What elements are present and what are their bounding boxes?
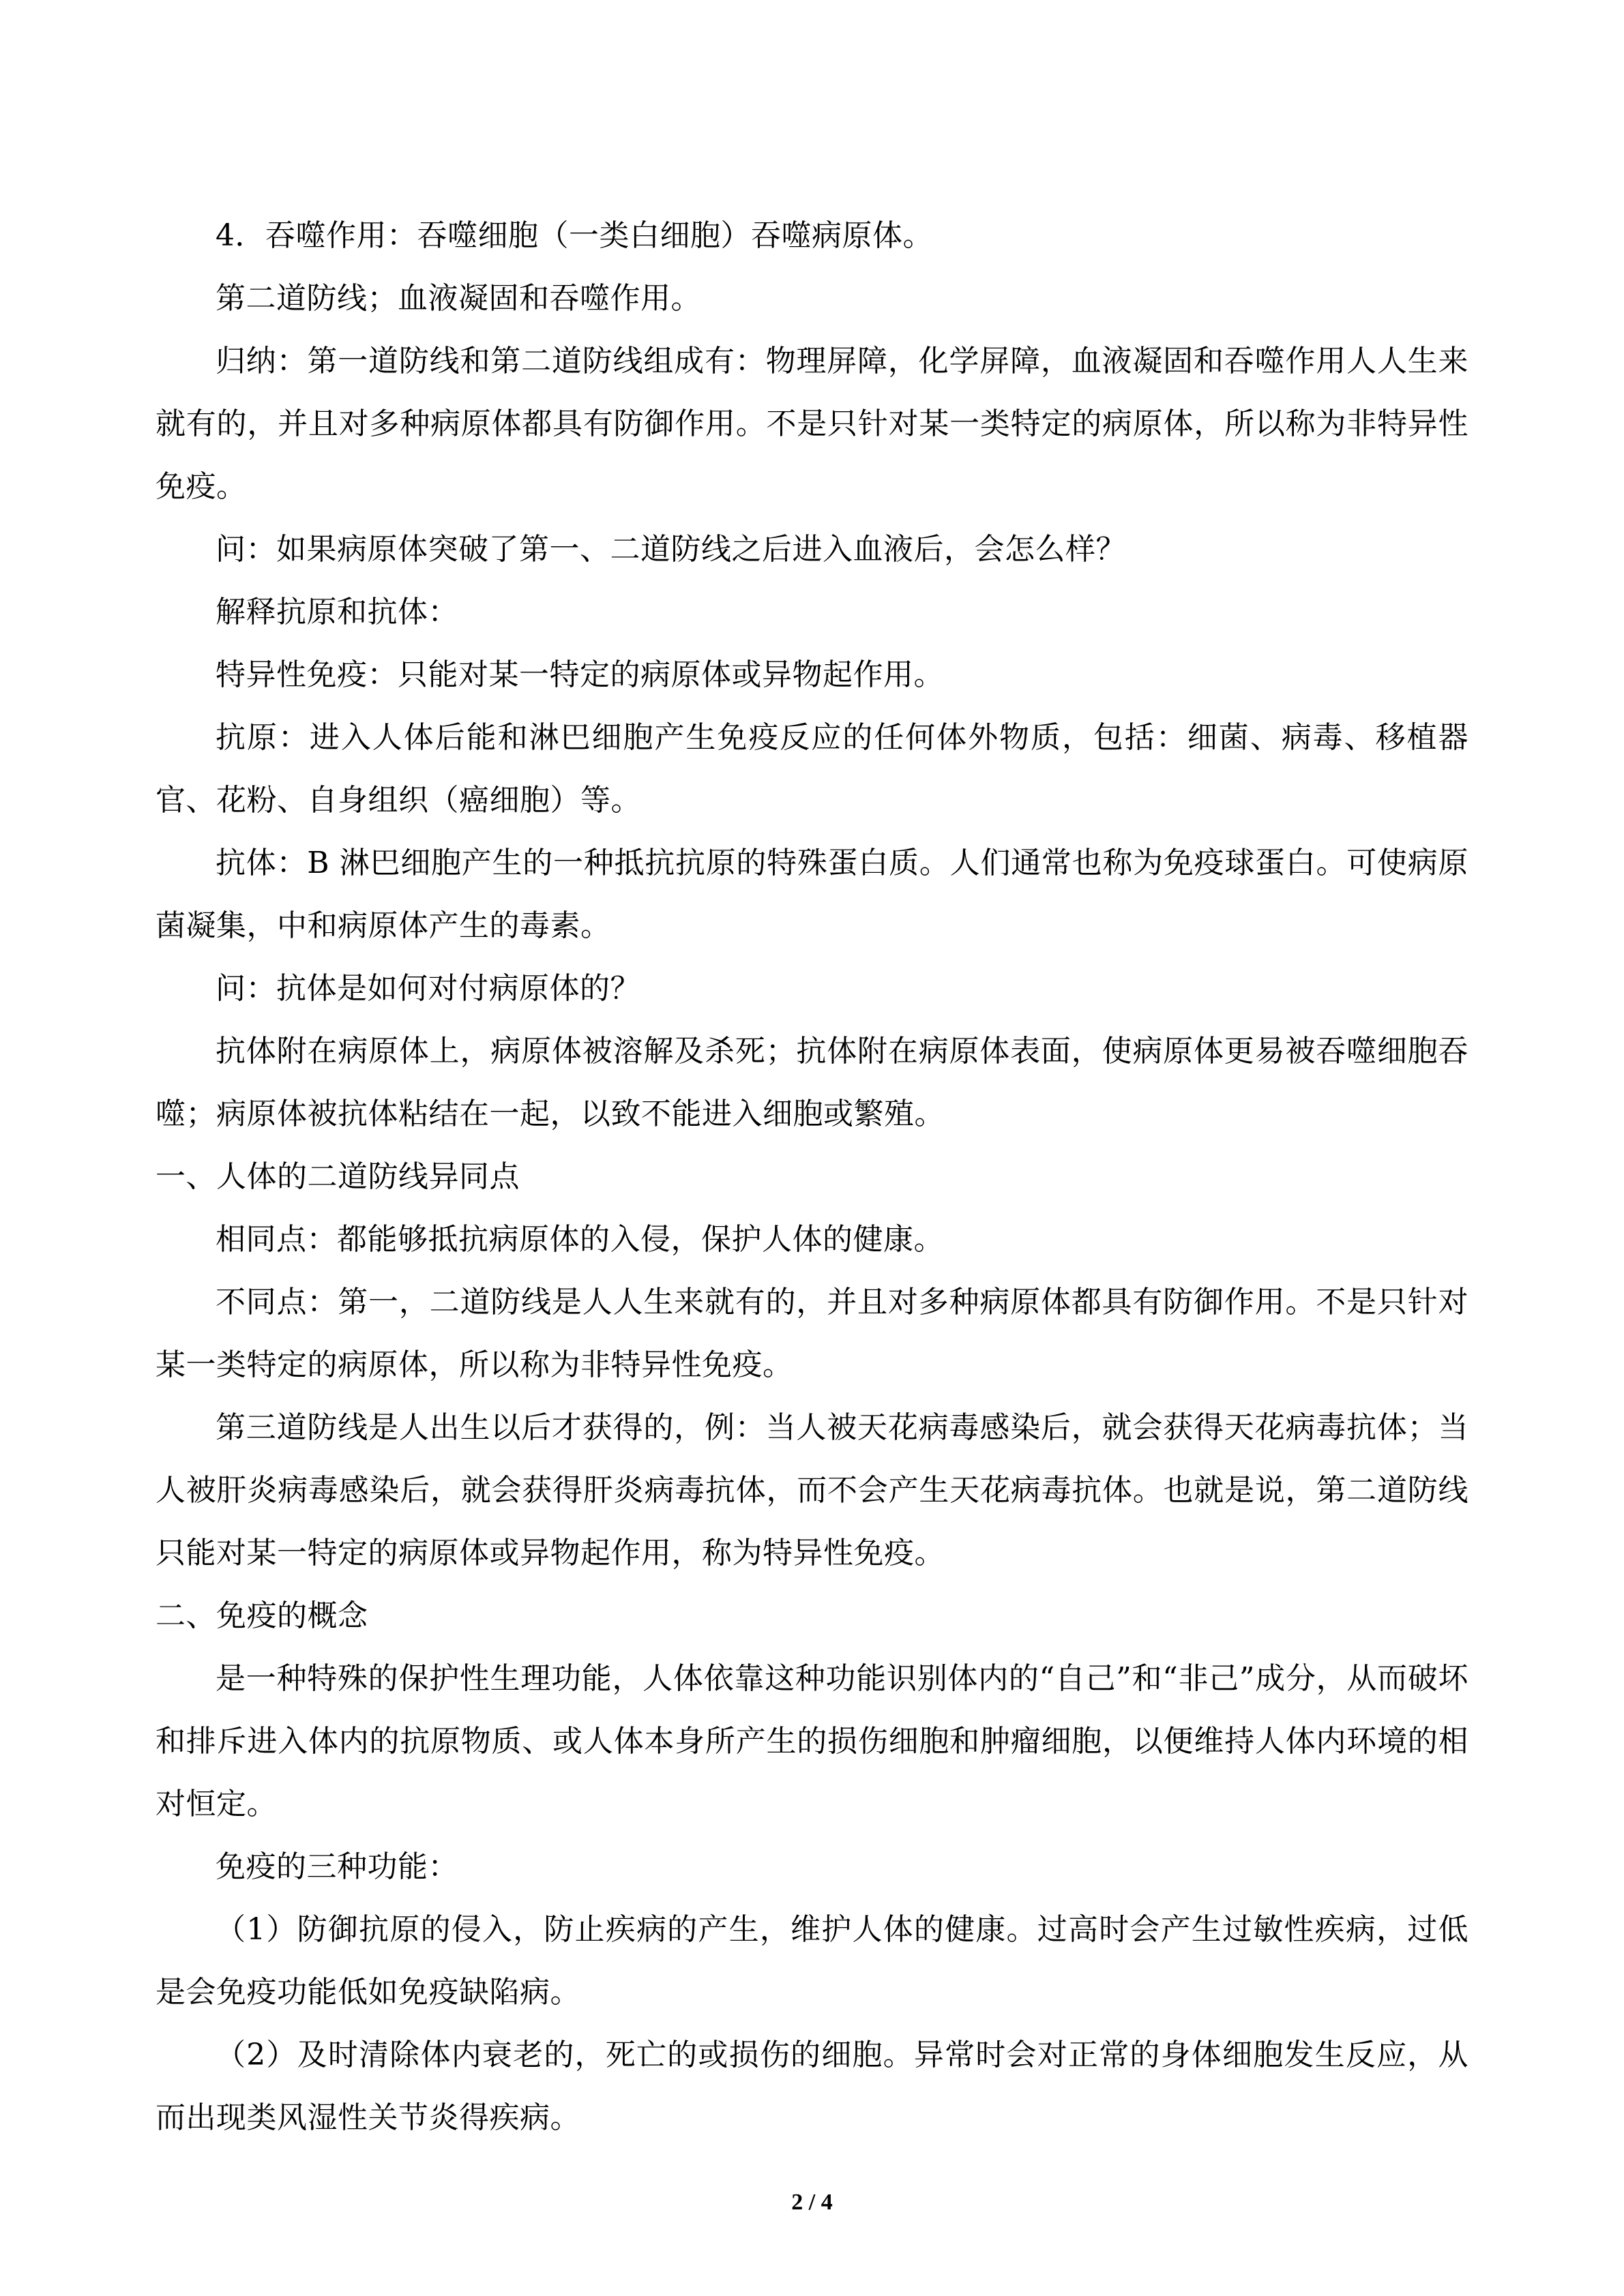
paragraph-antigen: 抗原：进入人体后能和淋巴细胞产生免疫反应的任何体外物质，包括：细菌、病毒、移植器官、花粉、自身组织（癌细胞）等。 — [156, 720, 1468, 818]
paragraph-specific-immunity: 特异性免疫：只能对某一特定的病原体或异物起作用。 — [216, 657, 944, 692]
paragraph-question-antibody: 问：抗体是如何对付病原体的？ — [216, 971, 640, 1006]
section-heading-defense-lines: 一、人体的二道防线异同点 — [156, 1159, 520, 1194]
paragraph-phagocytosis: 4．吞噬作用：吞噬细胞（一类白细胞）吞噬病原体。 — [216, 218, 933, 253]
paragraph-summary: 归纳：第一道防线和第二道防线组成有：物理屏障，化学屏障，血液凝固和吞噬作用人人生来就有的，并且对多种病原体都具有防御作用。不是只针对某一类特定的病原体，所以称为非特异性免疫。 — [156, 344, 1468, 504]
paragraph-question-breach: 问：如果病原体突破了第一、二道防线之后进入血液后，会怎么样？ — [216, 532, 1126, 567]
paragraph-immunity-definition: 是一种特殊的保护性生理功能，人体依靠这种功能识别体内的“自己”和“非己”成分，从而破坏和排斥进入体内的抗原物质、或人体本身所产生的损伤细胞和肿瘤细胞，以便维持人体内环境的相对恒定。 — [156, 1661, 1468, 1821]
section-heading-immunity-concept: 二、免疫的概念 — [156, 1598, 368, 1633]
page-content — [156, 205, 1468, 2149]
paragraph-antibody: 抗体：B 淋巴细胞产生的一种抵抗抗原的特殊蛋白质。人们通常也称为免疫球蛋白。可使病原菌凝集，中和病原体产生的毒素。 — [156, 846, 1468, 943]
paragraph-function-2: （2）及时清除体内衰老的，死亡的或损伤的细胞。异常时会对正常的身体细胞发生反应，从而出现类风湿性关节炎得疾病。 — [156, 2038, 1468, 2135]
paragraph-second-defense: 第二道防线；血液凝固和吞噬作用。 — [216, 281, 701, 316]
paragraph-third-defense: 第三道防线是人出生以后才获得的，例：当人被天花病毒感染后，就会获得天花病毒抗体；当人被肝炎病毒感染后，就会获得肝炎病毒抗体，而不会产生天花病毒抗体。也就是说，第二道防线只能对某一特定的病原体或异物起作用，称为特异性免疫。 — [156, 1410, 1468, 1570]
paragraph-function-1: （1）防御抗原的侵入，防止疾病的产生，维护人体的健康。过高时会产生过敏性疾病，过低是会免疫功能低如免疫缺陷病。 — [156, 1912, 1468, 2010]
paragraph-antibody-action: 抗体附在病原体上，病原体被溶解及杀死；抗体附在病原体表面，使病原体更易被吞噬细胞吞噬；病原体被抗体粘结在一起，以致不能进入细胞或繁殖。 — [156, 1034, 1468, 1131]
paragraph-explain-antigen-antibody: 解释抗原和抗体： — [216, 595, 458, 629]
paragraph-similarities: 相同点：都能够抵抗病原体的入侵，保护人体的健康。 — [216, 1222, 944, 1257]
page-number: 2 / 4 — [791, 2190, 833, 2215]
paragraph-differences: 不同点：第一，二道防线是人人生来就有的，并且对多种病原体都具有防御作用。不是只针对某一类特定的病原体，所以称为非特异性免疫。 — [156, 1285, 1468, 1382]
paragraph-three-functions: 免疫的三种功能： — [216, 1849, 458, 1884]
